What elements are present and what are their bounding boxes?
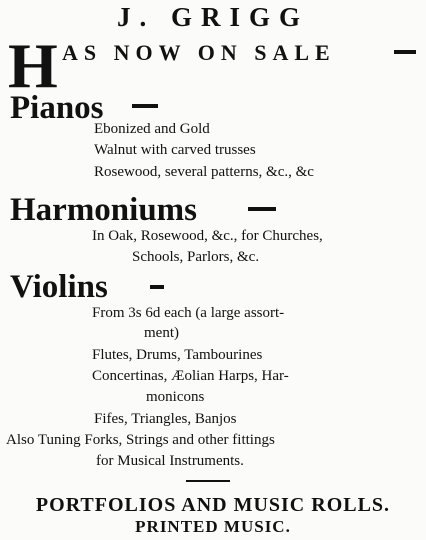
- violins-dash: [150, 285, 164, 289]
- harmoniums-dash: [248, 207, 276, 211]
- pianos-dash: [132, 104, 158, 108]
- section-heading-violins: Violins: [10, 269, 108, 305]
- also-line: for Musical Instruments.: [96, 453, 244, 469]
- advert-title: J. GRIGG: [116, 2, 309, 32]
- violins-item: monicons: [146, 389, 205, 405]
- section-heading-harmoniums: Harmoniums: [10, 192, 198, 228]
- divider-rule: [186, 480, 230, 482]
- violins-item: Concertinas, Æolian Harps, Har-: [92, 368, 289, 384]
- pianos-item: Walnut with carved trusses: [94, 142, 256, 158]
- headline-drop-initial: H: [8, 30, 58, 101]
- section-heading-pianos: Pianos: [10, 90, 104, 126]
- harmoniums-item: In Oak, Rosewood, &c., for Churches,: [92, 228, 323, 244]
- footer-line: PORTFOLIOS AND MUSIC ROLLS.: [35, 494, 391, 516]
- pianos-item: Ebonized and Gold: [94, 121, 210, 137]
- headline-text: AS NOW ON SALE: [62, 40, 336, 65]
- footer-line: PRINTED MUSIC.: [135, 517, 291, 536]
- violins-item: Flutes, Drums, Tambourines: [92, 347, 263, 363]
- harmoniums-item: Schools, Parlors, &c.: [132, 249, 260, 265]
- headline-dash: [394, 50, 416, 54]
- pianos-item: Rosewood, several patterns, &c., &c: [94, 164, 314, 180]
- violins-item: Fifes, Triangles, Banjos: [94, 411, 237, 427]
- violins-item: ment): [144, 325, 179, 341]
- violins-item: From 3s 6d each (a large assort-: [92, 305, 285, 321]
- also-line: Also Tuning Forks, Strings and other fittings: [6, 432, 275, 448]
